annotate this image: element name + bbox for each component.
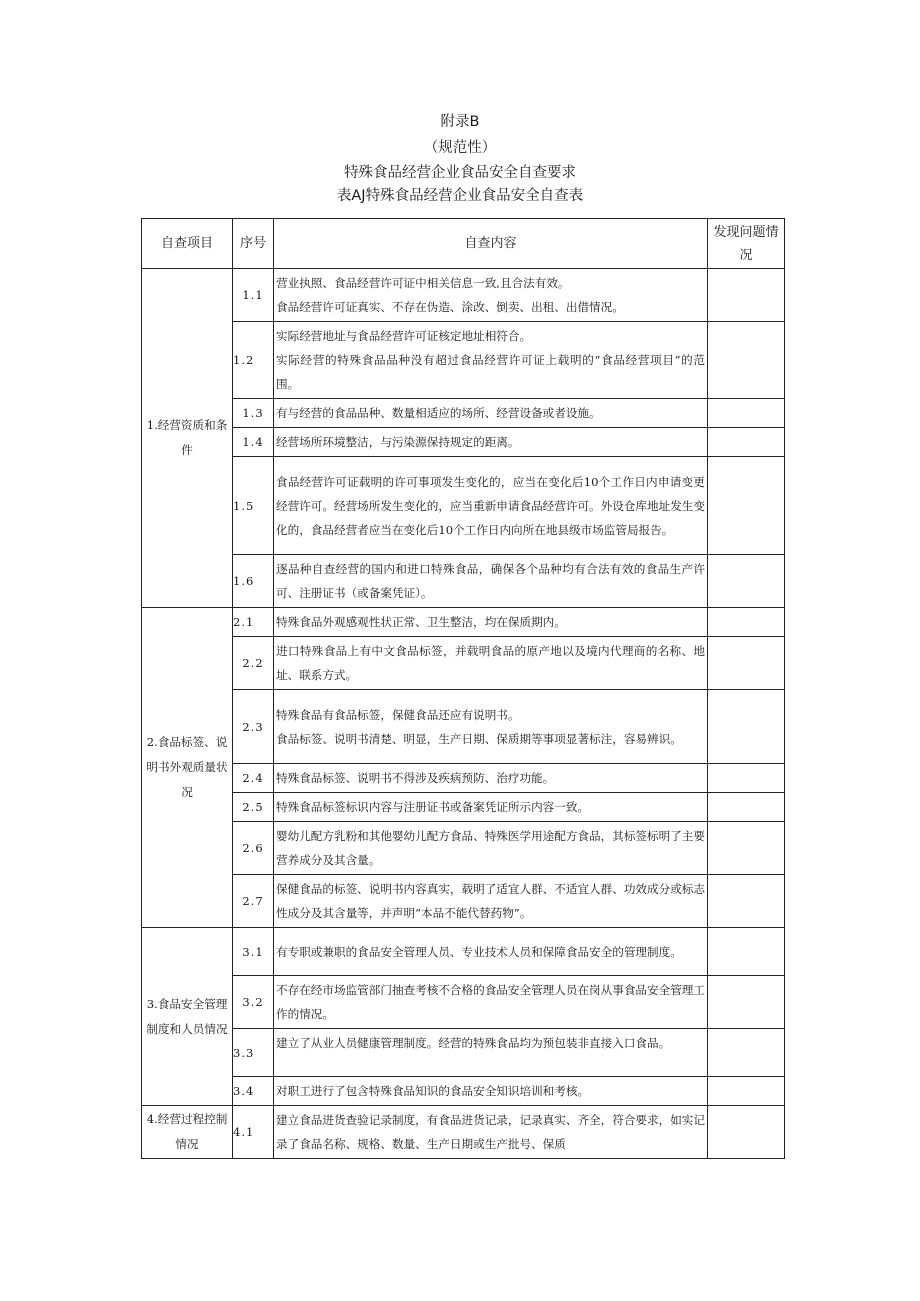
findings-cell: [708, 976, 785, 1029]
table-row: [142, 269, 785, 322]
table-row: [142, 822, 785, 875]
findings-cell: [708, 875, 785, 928]
row-number: 1.2: [233, 322, 274, 399]
appendix-label: 附录B: [440, 114, 480, 130]
table-row: [142, 793, 785, 822]
findings-cell: [708, 1077, 785, 1106]
table-title: 表AJ特殊食品经营企业食品安全自查表: [336, 188, 584, 204]
category-cell: 1.经营资质和条件: [142, 269, 233, 608]
row-number: 1.3: [233, 399, 274, 428]
row-number: 1.4: [233, 428, 274, 457]
table-row: [142, 399, 785, 428]
row-content: 特殊食品外观感观性状正常、卫生整洁，均在保质期内。: [274, 608, 708, 637]
row-number: 3.4: [233, 1077, 274, 1106]
self-inspection-table: [141, 218, 785, 1159]
row-content: 逐品种自查经营的国内和进口特殊食品，确保各个品种均有合法有效的食品生产许可、注册证书（或备案凭证）。: [274, 555, 708, 608]
column-header-content: 自查内容: [274, 219, 708, 269]
table-row: [142, 555, 785, 608]
findings-cell: [708, 269, 785, 322]
document-title: 特殊食品经营企业食品安全自查要求: [344, 165, 576, 181]
row-content: 保健食品的标签、说明书内容真实，载明了适宜人群、不适宜人群、功效成分或标志性成分及其含量等，并声明“本品不能代替药物”。: [274, 875, 708, 928]
table-row: [142, 1029, 785, 1077]
findings-cell: [708, 1106, 785, 1159]
findings-cell: [708, 637, 785, 690]
row-number: 2.7: [233, 875, 274, 928]
row-content: 建立了从业人员健康管理制度。经营的特殊食品均为预包装非直接入口食品。: [274, 1029, 708, 1077]
table-row: [142, 322, 785, 399]
row-number: 2.4: [233, 764, 274, 793]
row-number: 1.1: [233, 269, 274, 322]
table-row: [142, 976, 785, 1029]
findings-cell: [708, 555, 785, 608]
row-number: 2.2: [233, 637, 274, 690]
table-row: [142, 928, 785, 976]
table-row: [142, 637, 785, 690]
row-content: 经营场所环境整洁，与污染源保持规定的距离。: [274, 428, 708, 457]
column-header-findings: 发现问题情况: [708, 219, 785, 269]
findings-cell: [708, 608, 785, 637]
table-row: [142, 428, 785, 457]
row-content: 不存在经市场监管部门抽查考核不合格的食品安全管理人员在岗从事食品安全管理工作的情况。: [274, 976, 708, 1029]
row-content: 建立食品进货查验记录制度，有食品进货记录，记录真实、齐全，符合要求，如实记录了食品名称、规格、数量、生产日期或生产批号、保质: [274, 1106, 708, 1159]
findings-cell: [708, 322, 785, 399]
findings-cell: [708, 764, 785, 793]
table-row: [142, 1077, 785, 1106]
row-content: 特殊食品有食品标签，保健食品还应有说明书。 食品标签、说明书清楚、明显，生产日期、保质期等事项显著标注，容易辨识。: [274, 690, 708, 764]
row-number: 1.6: [233, 555, 274, 608]
row-content: 有与经营的食品品种、数量相适应的场所、经营设备或者设施。: [274, 399, 708, 428]
column-header-number: 序号: [233, 219, 274, 269]
row-number: 4.1: [233, 1106, 274, 1159]
row-content: 特殊食品标签标识内容与注册证书或备案凭证所示内容一致。: [274, 793, 708, 822]
table-row: [142, 608, 785, 637]
row-number: 3.2: [233, 976, 274, 1029]
row-number: 3.3: [233, 1029, 274, 1077]
row-content: 有专职或兼职的食品安全管理人员、专业技术人员和保障食品安全的管理制度。: [274, 928, 708, 976]
row-number: 2.5: [233, 793, 274, 822]
table-row: [142, 457, 785, 555]
findings-cell: [708, 428, 785, 457]
findings-cell: [708, 690, 785, 764]
row-number: 2.3: [233, 690, 274, 764]
findings-cell: [708, 1029, 785, 1077]
row-content: 进口特殊食品上有中文食品标签，并载明食品的原产地以及境内代理商的名称、地址、联系方式。: [274, 637, 708, 690]
row-content: 婴幼儿配方乳粉和其他婴幼儿配方食品、特殊医学用途配方食品，其标签标明了主要营养成分及其含量。: [274, 822, 708, 875]
row-number: 2.6: [233, 822, 274, 875]
row-number: 2.1: [233, 608, 274, 637]
findings-cell: [708, 399, 785, 428]
findings-cell: [708, 457, 785, 555]
table-header-row: [142, 219, 785, 269]
category-cell: 4.经营过程控制情况: [142, 1106, 233, 1159]
row-content: 特殊食品标签、说明书不得涉及疾病预防、治疗功能。: [274, 764, 708, 793]
category-cell: 3.食品安全管理制度和人员情况: [142, 928, 233, 1106]
table-row: [142, 690, 785, 764]
row-content: 食品经营许可证载明的许可事项发生变化的，应当在变化后10个工作日内申请变更经营许可。经营场所发生变化的，应当重新申请食品经营许可。外设仓库地址发生变化的，食品经营者应当在变化后10个工作日内向所在地县级市场监管局报告。: [274, 457, 708, 555]
row-number: 1.5: [233, 457, 274, 555]
row-number: 3.1: [233, 928, 274, 976]
table-row: [142, 764, 785, 793]
category-cell: 2.食品标签、说明书外观质量状况: [142, 608, 233, 928]
findings-cell: [708, 928, 785, 976]
column-header-item: 自查项目: [142, 219, 233, 269]
row-content: 营业执照、食品经营许可证中相关信息一致,且合法有效。 食品经营许可证真实、不存在伪造、涂改、倒卖、出租、出借情况。: [274, 269, 708, 322]
table-row: [142, 1106, 785, 1159]
table-row: [142, 875, 785, 928]
findings-cell: [708, 793, 785, 822]
normative-label: （规范性）: [423, 140, 497, 156]
row-content: 对职工进行了包含特殊食品知识的食品安全知识培训和考核。: [274, 1077, 708, 1106]
findings-cell: [708, 822, 785, 875]
row-content: 实际经营地址与食品经营许可证核定地址相符合。 实际经营的特殊食品品种没有超过食品经营许可证上载明的“食品经营项目”的范围。: [274, 322, 708, 399]
